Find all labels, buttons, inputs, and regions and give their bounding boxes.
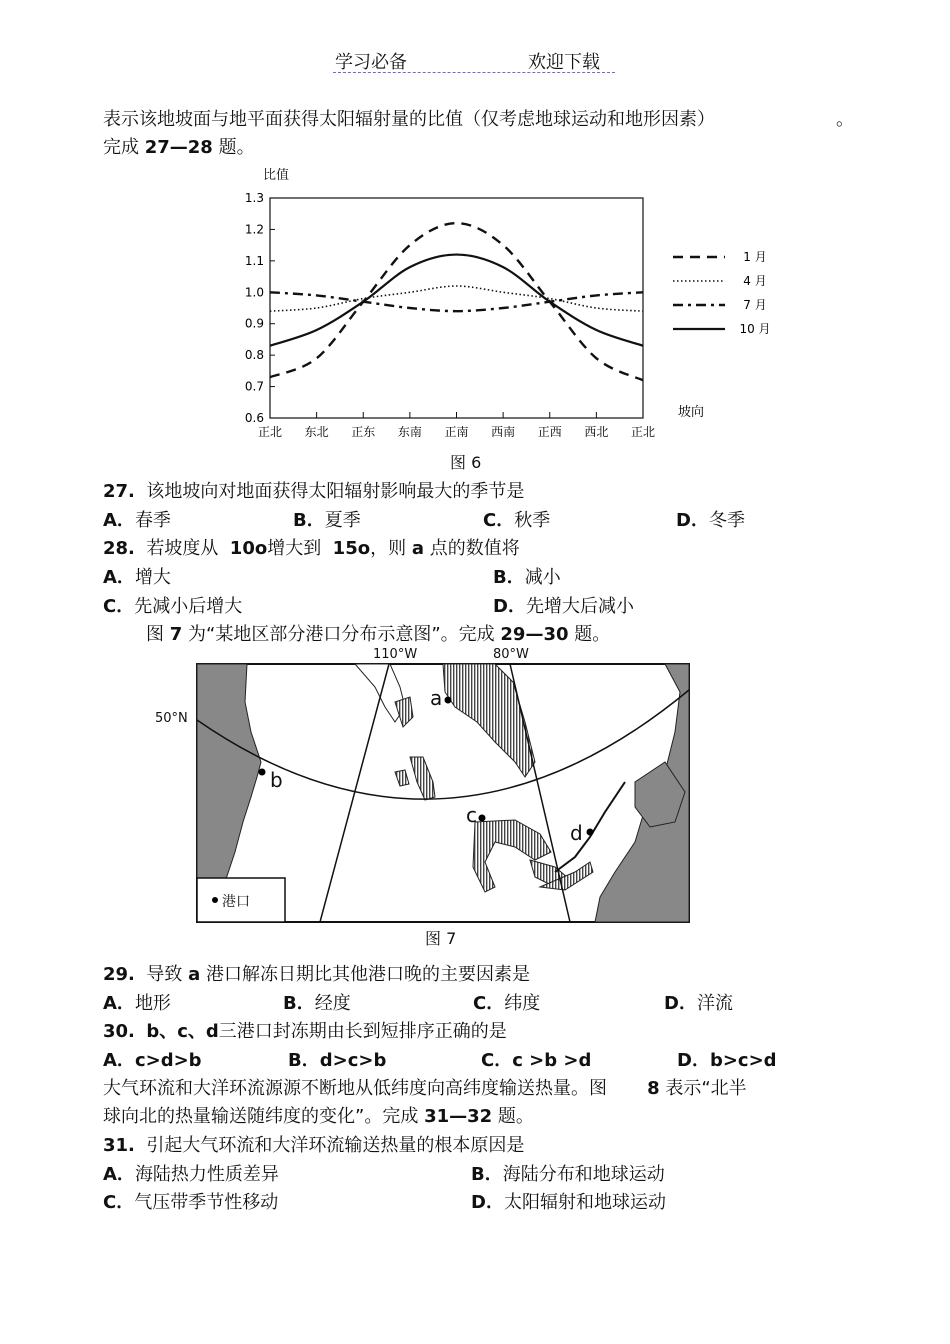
- header-left: 学习必备: [335, 52, 407, 73]
- q30-option-d: D．b>c>d: [677, 1050, 777, 1071]
- fig7-intro: 图 7 为“某地区部分港口分布示意图”。完成 29—30 题。: [146, 624, 611, 645]
- x-tick-label: 正南: [444, 425, 469, 439]
- q29-option-d: D．洋流: [664, 993, 733, 1014]
- legend-label-3: 7 月: [743, 298, 767, 312]
- q28-option-c: C．先减小后增大: [103, 596, 243, 617]
- y-tick-label: 1.1: [244, 253, 264, 268]
- legend-label-4: 10 月: [739, 322, 771, 336]
- legend-port-label: 港口: [222, 894, 250, 910]
- header-rule: [333, 72, 615, 73]
- fig8-intro-line2: 球向北的热量输送随纬度的变化”。完成 31—32 题。: [103, 1106, 534, 1127]
- x-tick-label: 正西: [537, 425, 562, 439]
- q31-option-c: C．气压带季节性移动: [103, 1192, 279, 1213]
- port-c-label: c: [466, 803, 477, 827]
- intro-line1: 表示该地坡面与地平面获得太阳辐射量的比值（仅考虑地球运动和地形因素）: [103, 109, 715, 130]
- q27-option-c: C．秋季: [483, 510, 551, 531]
- header-right: 欢迎下载: [528, 52, 600, 73]
- port-a-dot: [445, 697, 452, 704]
- fig8-intro-line1: 大气环流和大洋环流源源不断地从低纬度向高纬度输送热量。图 8 表示“北半: [103, 1078, 747, 1099]
- chart-ylabel: 比值: [263, 168, 290, 183]
- figure6-caption: 图 6: [450, 453, 482, 472]
- lon-110-label: 110°W: [373, 647, 418, 662]
- x-tick-label: 正北: [630, 425, 656, 439]
- q31-option-d: D．太阳辐射和地球运动: [471, 1192, 666, 1213]
- legend-label-1: 1 月: [743, 250, 767, 264]
- lon-80-label: 80°W: [493, 647, 529, 662]
- series-line-4: [270, 255, 643, 346]
- q29-option-b: B．经度: [283, 993, 351, 1014]
- q30-option-a: A．c>d>b: [103, 1050, 202, 1071]
- q31-stem: 31. 引起大气环流和大洋环流输送热量的根本原因是: [103, 1135, 525, 1156]
- series-line-3: [270, 292, 643, 311]
- q28-option-b: B．减小: [493, 567, 561, 588]
- figure7-caption: 图 7: [425, 929, 457, 948]
- port-b-label: b: [270, 768, 283, 792]
- legend-port-dot: [212, 897, 218, 903]
- q27-stem: 27. 该地坡向对地面获得太阳辐射影响最大的季节是: [103, 481, 525, 502]
- q28-option-d: D．先增大后减小: [493, 596, 634, 617]
- q27-option-a: A．春季: [103, 510, 171, 531]
- x-tick-label: 正东: [351, 425, 376, 439]
- legend-label-2: 4 月: [743, 274, 767, 288]
- y-tick-label: 1.2: [244, 222, 264, 237]
- figure6-chart: [230, 180, 810, 450]
- port-d-label: d: [570, 821, 583, 845]
- figure7-map: [195, 662, 691, 924]
- y-tick-label: 1.3: [244, 191, 264, 205]
- q30-option-b: B．d>c>b: [288, 1050, 387, 1071]
- q29-option-c: C．纬度: [473, 993, 541, 1014]
- y-tick-label: 0.6: [244, 411, 264, 425]
- q31-option-b: B．海陆分布和地球运动: [471, 1164, 665, 1185]
- intro-line1-end: 。: [836, 109, 854, 130]
- q29-option-a: A．地形: [103, 993, 171, 1014]
- x-tick-label: 西南: [491, 425, 516, 439]
- q27-option-d: D．冬季: [676, 510, 745, 531]
- q27-option-b: B．夏季: [293, 510, 361, 531]
- port-d-dot: [587, 829, 594, 836]
- port-b-dot: [259, 769, 266, 776]
- port-c-dot: [479, 815, 486, 822]
- plot-frame: [270, 198, 643, 418]
- series-line-2: [270, 286, 643, 311]
- x-tick-label: 东北: [304, 425, 329, 439]
- chart-xlabel: 坡向: [678, 405, 705, 420]
- q30-stem: 30. b、c、d三港口封冻期由长到短排序正确的是: [103, 1021, 507, 1042]
- q30-option-c: C．c >b >d: [481, 1050, 592, 1071]
- series-line-1: [270, 223, 643, 380]
- q28-option-a: A．增大: [103, 567, 171, 588]
- q29-stem: 29. 导致 a 港口解冻日期比其他港口晚的主要因素是: [103, 964, 530, 985]
- q31-option-a: A．海陆热力性质差异: [103, 1164, 279, 1185]
- x-tick-label: 西北: [584, 425, 609, 439]
- lat-50-label: 50°N: [155, 711, 188, 726]
- y-tick-label: 0.8: [244, 348, 264, 363]
- y-tick-label: 1.0: [244, 285, 264, 300]
- intro-line2: 完成 27—28 题。: [103, 137, 255, 158]
- q28-stem: 28. 若坡度从 10o增大到 15o，则 a 点的数值将: [103, 538, 520, 559]
- y-tick-label: 0.9: [244, 316, 264, 331]
- x-tick-label: 正北: [257, 425, 283, 439]
- x-tick-label: 东南: [397, 425, 422, 439]
- y-tick-label: 0.7: [244, 379, 264, 394]
- port-a-label: a: [430, 686, 443, 710]
